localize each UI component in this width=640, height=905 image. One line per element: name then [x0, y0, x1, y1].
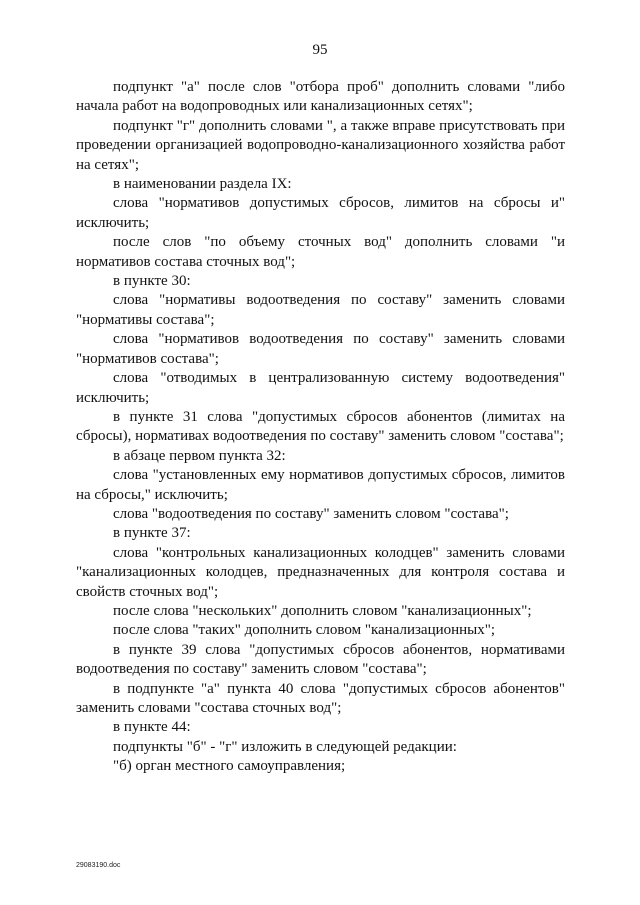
- paragraph: в пункте 39 слова "допустимых сбросов абонентов, нормативами водоотведения по составу" заменить словом "состава";: [76, 641, 565, 678]
- paragraph: в абзаце первом пункта 32:: [113, 447, 286, 464]
- paragraph: слова "отводимых в централизованную систему водоотведения" исключить;: [76, 370, 565, 406]
- paragraph: после слова "нескольких" дополнить словом "канализационных";: [113, 602, 532, 619]
- paragraph: в наименовании раздела IX:: [113, 176, 292, 193]
- paragraph: слова "нормативов допустимых сбросов, лимитов на сбросы и" исключить;: [76, 195, 565, 231]
- paragraph: в пункте 44:: [113, 719, 191, 736]
- paragraph: в пункте 37:: [113, 525, 191, 542]
- paragraph: слова "водоотведения по составу" заменить словом "состава";: [113, 505, 509, 522]
- paragraph: подпункт "г" дополнить словами ", а также вправе присутствовать при проведении организацией водопроводно-канализационного хозяйства работ на сетях";: [76, 117, 565, 173]
- paragraph: слова "нормативов водоотведения по составу" заменить словами "нормативов состава";: [76, 331, 565, 367]
- paragraph: слова "нормативы водоотведения по составу" заменить словами "нормативы состава";: [76, 292, 565, 328]
- paragraph: подпункт "а" после слов "отбора проб" дополнить словами "либо начала работ на водопроводных или канализационных сетях";: [76, 79, 565, 115]
- document-file-code: 29083190.doc: [76, 862, 121, 869]
- paragraph: подпункты "б" - "г" изложить в следующей редакции:: [113, 738, 457, 755]
- paragraph: в пункте 30:: [113, 273, 191, 290]
- paragraph: после слова "таких" дополнить словом "канализационных";: [113, 622, 496, 639]
- paragraph: после слов "по объему сточных вод" дополнить словами "и нормативов состава сточных вод";: [76, 234, 565, 270]
- paragraph: в подпункте "а" пункта 40 слова "допустимых сбросов абонентов" заменить словами "состава сточных вод";: [76, 680, 565, 716]
- page-number: 95: [312, 42, 328, 58]
- paragraph: слова "установленных ему нормативов допустимых сбросов, лимитов на сбросы," исключить;: [76, 467, 565, 503]
- paragraph: в пункте 31 слова "допустимых сбросов абонентов (лимитах на сбросы), нормативах водоотведения по составу" заменить словом "состава";: [76, 408, 565, 445]
- document-body: [76, 78, 565, 777]
- paragraph: "б) орган местного самоуправления;: [113, 758, 346, 775]
- paragraph: слова "контрольных канализационных колодцев" заменить словами "канализационных колодцев, предназначенных для контроля состава и свойств сточных вод";: [76, 544, 565, 600]
